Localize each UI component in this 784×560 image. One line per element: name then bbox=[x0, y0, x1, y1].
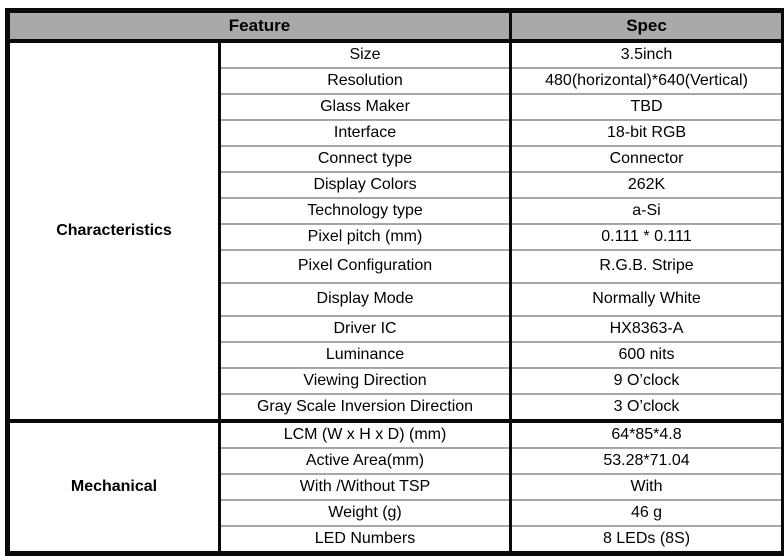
spec-cell: Connector bbox=[511, 146, 784, 172]
spec-cell: 600 nits bbox=[511, 342, 784, 368]
feature-cell: Driver IC bbox=[220, 316, 511, 342]
feature-cell: Resolution bbox=[220, 68, 511, 94]
feature-cell: Glass Maker bbox=[220, 94, 511, 120]
section-label: Characteristics bbox=[8, 41, 220, 421]
spec-cell: R.G.B. Stripe bbox=[511, 250, 784, 283]
spec-cell: 8 LEDs (8S) bbox=[511, 526, 784, 554]
header-row bbox=[8, 11, 784, 42]
table-header bbox=[8, 11, 784, 42]
spec-cell: 480(horizontal)*640(Vertical) bbox=[511, 68, 784, 94]
feature-cell: Display Colors bbox=[220, 172, 511, 198]
feature-cell: Interface bbox=[220, 120, 511, 146]
section-label: Mechanical bbox=[8, 421, 220, 554]
spec-cell: 3 O’clock bbox=[511, 394, 784, 421]
feature-cell: Technology type bbox=[220, 198, 511, 224]
spec-cell: 262K bbox=[511, 172, 784, 198]
feature-cell: Pixel Configuration bbox=[220, 250, 511, 283]
spec-row bbox=[8, 421, 784, 448]
feature-column-header: Feature bbox=[8, 11, 511, 42]
table-body bbox=[8, 41, 784, 554]
spec-cell: 0.111 * 0.111 bbox=[511, 224, 784, 250]
spec-cell: HX8363-A bbox=[511, 316, 784, 342]
feature-cell: Display Mode bbox=[220, 283, 511, 316]
spec-cell: a-Si bbox=[511, 198, 784, 224]
feature-cell: Viewing Direction bbox=[220, 368, 511, 394]
spec-cell: 46 g bbox=[511, 500, 784, 526]
feature-cell: Connect type bbox=[220, 146, 511, 172]
spec-cell: With bbox=[511, 474, 784, 500]
feature-cell: With /Without TSP bbox=[220, 474, 511, 500]
spec-cell: 64*85*4.8 bbox=[511, 421, 784, 448]
spec-cell: Normally White bbox=[511, 283, 784, 316]
spec-cell: 9 O’clock bbox=[511, 368, 784, 394]
feature-cell: Pixel pitch (mm) bbox=[220, 224, 511, 250]
feature-cell: Active Area(mm) bbox=[220, 448, 511, 474]
feature-cell: LED Numbers bbox=[220, 526, 511, 554]
spec-cell: 18-bit RGB bbox=[511, 120, 784, 146]
spec-cell: 3.5inch bbox=[511, 41, 784, 68]
spec-cell: TBD bbox=[511, 94, 784, 120]
feature-cell: Luminance bbox=[220, 342, 511, 368]
feature-cell: Weight (g) bbox=[220, 500, 511, 526]
spec-cell: 53.28*71.04 bbox=[511, 448, 784, 474]
spec-row bbox=[8, 41, 784, 68]
feature-cell: Gray Scale Inversion Direction bbox=[220, 394, 511, 421]
feature-cell: LCM (W x H x D) (mm) bbox=[220, 421, 511, 448]
spec-table bbox=[5, 8, 784, 556]
spec-column-header: Spec bbox=[511, 11, 784, 42]
feature-cell: Size bbox=[220, 41, 511, 68]
